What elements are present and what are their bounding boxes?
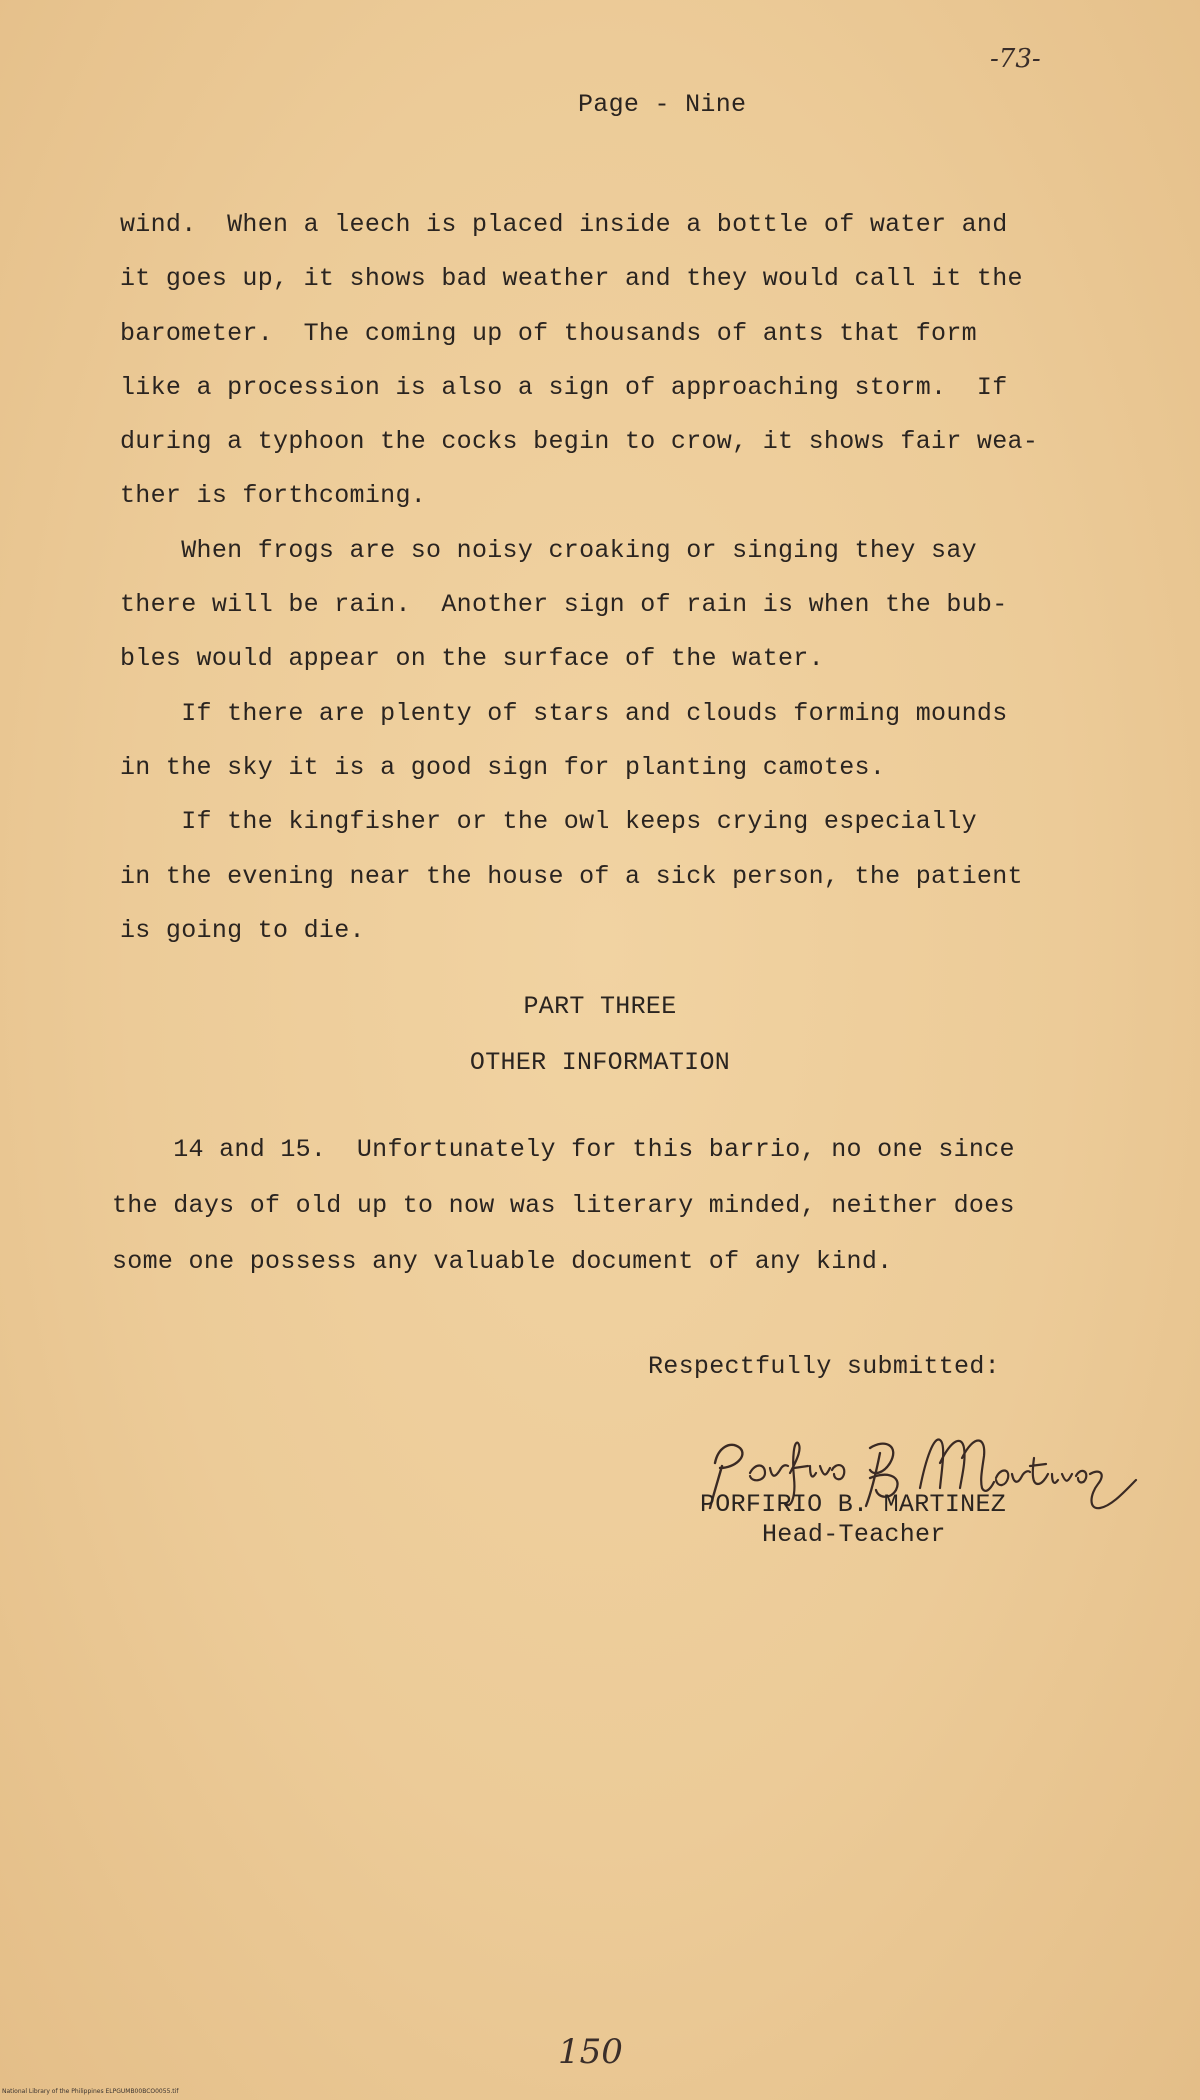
text-line: like a procession is also a sign of approaching storm. If bbox=[120, 372, 1008, 402]
text-line: the days of old up to now was literary minded, neither does bbox=[112, 1191, 1015, 1220]
text-line: some one possess any valuable document of any kind. bbox=[112, 1247, 893, 1276]
other-information-paragraph bbox=[112, 1122, 1112, 1290]
closing-line: Respectfully submitted: bbox=[648, 1352, 1000, 1381]
text-line: in the sky it is a good sign for planting camotes. bbox=[120, 752, 886, 782]
text-line: If there are plenty of stars and clouds forming mounds bbox=[120, 698, 1008, 728]
weather-signs-paragraphs bbox=[120, 198, 1120, 958]
text-line: there will be rain. Another sign of rain is when the bub- bbox=[120, 590, 1008, 620]
text-line: during a typhoon the cocks begin to crow, it shows fair wea- bbox=[120, 427, 1039, 457]
footer-caption: National Library of the Philippines ELPGUMB00BCO0055.tif bbox=[2, 2088, 179, 2095]
text-line: If the kingfisher or the owl keeps crying especially bbox=[120, 807, 977, 837]
text-line: When frogs are so noisy croaking or singing they say bbox=[120, 535, 977, 565]
handwritten-number: 150 bbox=[558, 2032, 623, 2072]
signer-name: PORFIRIO B. MARTINEZ bbox=[700, 1490, 1007, 1519]
text-line: 14 and 15. Unfortunately for this barrio, no one since bbox=[112, 1135, 1015, 1164]
part-heading: PART THREE bbox=[523, 992, 677, 1021]
text-line: wind. When a leech is placed inside a bottle of water and bbox=[120, 210, 1008, 239]
part-subheading: OTHER INFORMATION bbox=[469, 1048, 731, 1077]
text-line: in the evening near the house of a sick person, the patient bbox=[120, 861, 1023, 891]
signer-title: Head-Teacher bbox=[762, 1520, 946, 1549]
text-line: it goes up, it shows bad weather and they would call it the bbox=[120, 264, 1023, 294]
text-line: ther is forthcoming. bbox=[120, 481, 427, 511]
text-line: barometer. The coming up of thousands of ants that form bbox=[120, 318, 977, 348]
text-line: is going to die. bbox=[120, 915, 365, 945]
page-number: -73- bbox=[990, 44, 1041, 74]
page-header: Page - Nine bbox=[578, 90, 747, 119]
signature-text: Porfirio B. Martinez bbox=[690, 1418, 703, 1419]
text-line: bles would appear on the surface of the water. bbox=[120, 644, 824, 674]
